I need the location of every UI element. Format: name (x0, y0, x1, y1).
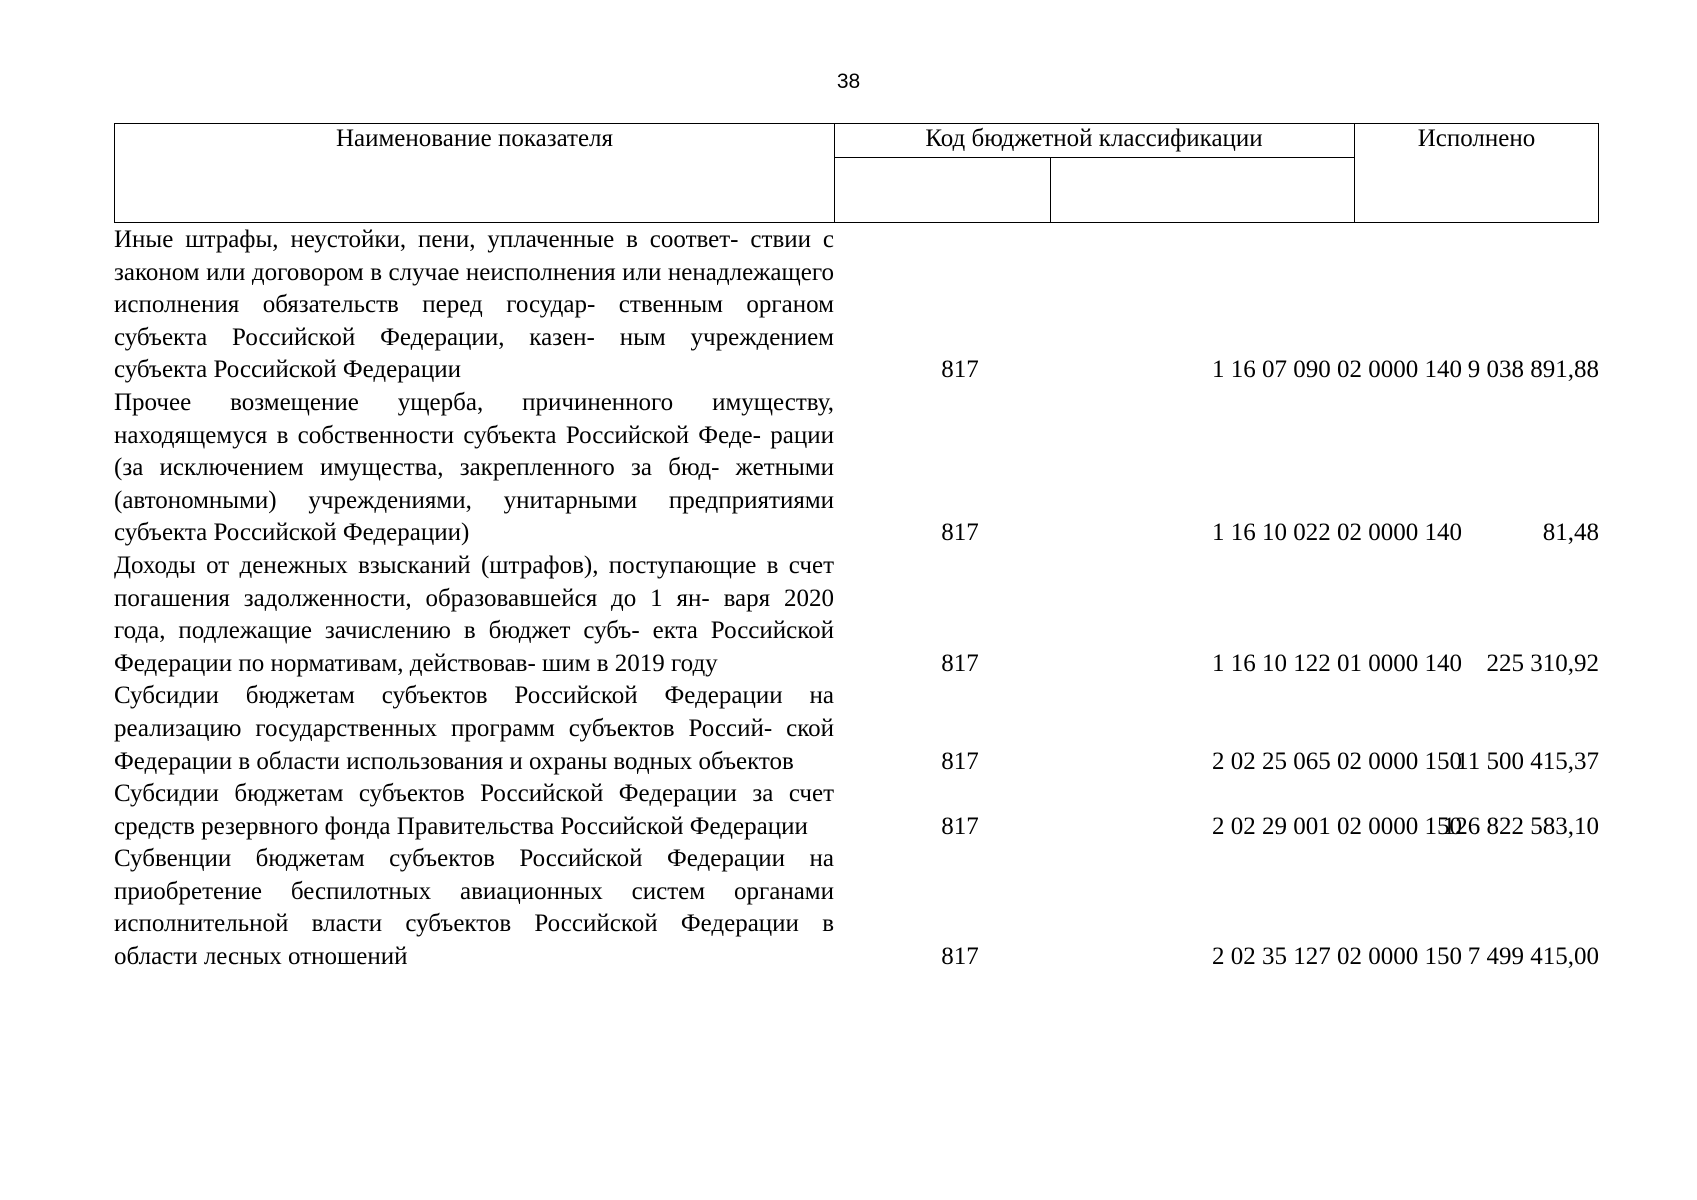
row-classification-code: 1 16 10 122 01 0000 140 (1212, 649, 1462, 677)
row-agency-code: 817 (941, 649, 979, 677)
table-row (114, 387, 1599, 550)
header-name: Наименование показателя (335, 125, 614, 152)
row-amount: 9 038 891,88 (1467, 356, 1599, 384)
row-amount: 11 500 415,37 (1456, 747, 1599, 775)
row-agency-code: 817 (941, 943, 979, 971)
row-classification-code: 2 02 25 065 02 0000 150 (1212, 747, 1462, 775)
row-classification-code: 1 16 07 090 02 0000 140 (1212, 356, 1462, 384)
row-description: Прочее возмещение ущерба, причиненного имуществу, находящемуся в собственности субъекта Российской Феде- рации (за исключением имущества, закрепленного за бюд- жетными (автономными) учреждениями, унитарными предприятиями субъекта Российской Федерации) (114, 388, 835, 547)
row-amount: 7 499 415,00 (1467, 943, 1599, 971)
row-description: Иные штрафы, неустойки, пени, уплаченные в соответ- ствии с законом или договором в случае неисполнения или ненадлежащего исполнения обязательств перед государ- ственным органом субъекта Российской Федерации, казен- ным учреждением субъекта Российской Федерации (114, 226, 835, 384)
header-subcolumn-divider (1050, 157, 1051, 222)
row-classification-code: 1 16 10 022 02 0000 140 (1212, 519, 1462, 547)
table-row (114, 550, 1599, 680)
row-classification-code: 2 02 35 127 02 0000 150 (1212, 943, 1462, 971)
header-code: Код бюджетной классификации (925, 125, 1263, 152)
row-agency-code: 817 (941, 812, 979, 840)
header-executed: Исполнено (1417, 125, 1536, 152)
table-body (114, 224, 1599, 974)
row-description: Субсидии бюджетам субъектов Российской Федерации на реализацию государственных программ субъектов Россий- ской Федерации в области использования и охраны водных объектов (114, 682, 834, 775)
row-agency-code: 817 (941, 747, 979, 775)
table-row (114, 224, 1599, 387)
row-amount: 126 822 583,10 (1442, 812, 1599, 840)
page-number: 38 (836, 70, 861, 93)
table-header (114, 123, 1599, 223)
table-row (114, 843, 1599, 973)
table-row (114, 778, 1599, 843)
row-agency-code: 817 (941, 519, 979, 547)
row-description: Доходы от денежных взысканий (штрафов), поступающие в счет погашения задолженности, образовавшейся до 1 ян- варя 2020 года, подлежащие зачислению в бюджет субъ- екта Российской Федерации по нормативам, действовав- шим в 2019 году (114, 551, 835, 677)
row-description: Субвенции бюджетам субъектов Российской Федерации на приобретение беспилотных авиационных систем органами исполнительной власти субъектов Российской Федерации в области лесных отношений (114, 845, 834, 971)
row-amount: 225 310,92 (1486, 649, 1599, 677)
row-agency-code: 817 (941, 356, 979, 384)
table-row (114, 680, 1599, 778)
row-description: Субсидии бюджетам субъектов Российской Федерации за счет средств резервного фонда Правительства Российской Федерации (114, 780, 835, 840)
row-classification-code: 2 02 29 001 02 0000 150 (1212, 812, 1462, 840)
header-subdivider (834, 157, 1354, 158)
row-amount: 81,48 (1542, 519, 1599, 547)
